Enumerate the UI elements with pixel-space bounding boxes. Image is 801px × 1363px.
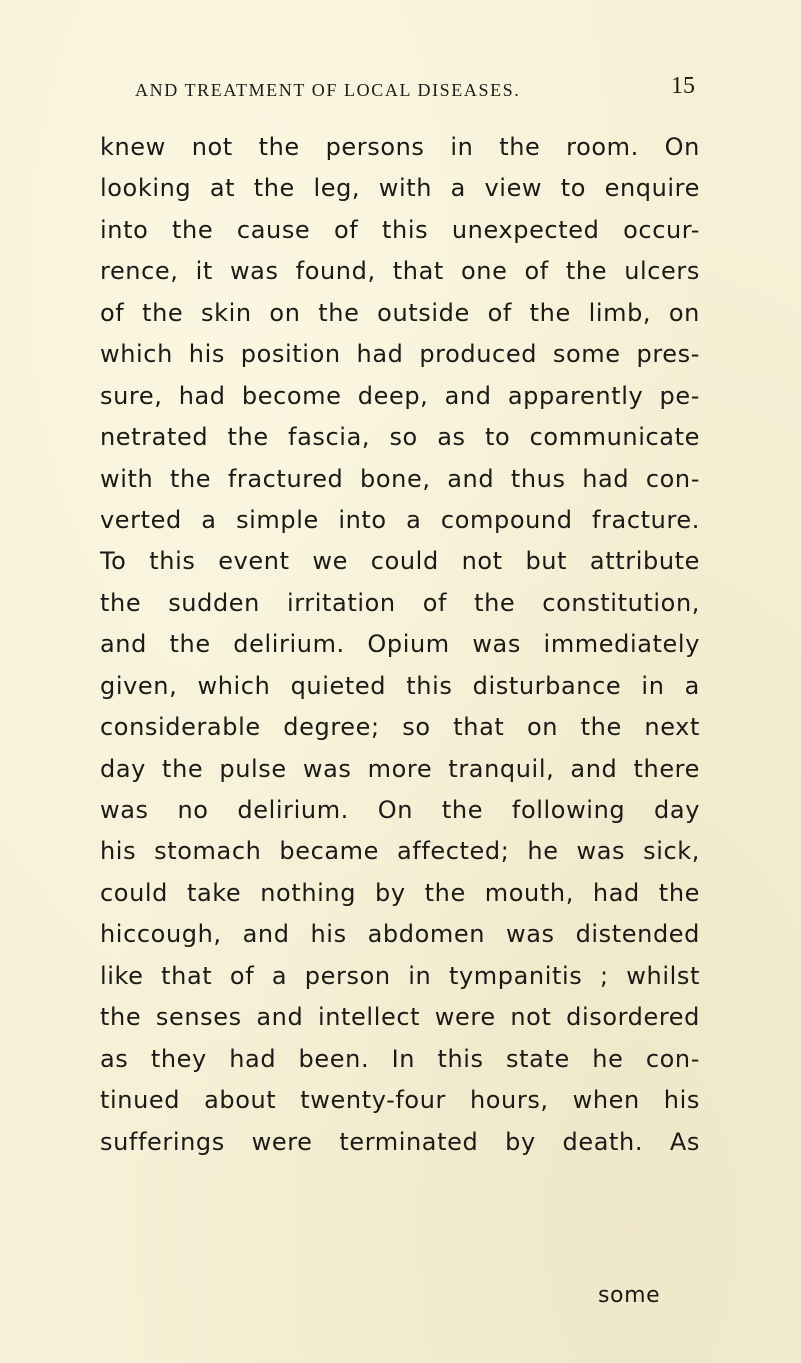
text-line: like that of a person in tympanitis ; whilst <box>100 961 700 990</box>
text-line: sure, had become deep, and apparently pe- <box>100 381 700 410</box>
running-head: AND TREATMENT OF LOCAL DISEASES. <box>135 80 521 100</box>
text-line: into the cause of this unexpected occur- <box>100 215 700 244</box>
text-line: given, which quieted this disturbance in a <box>100 671 700 700</box>
text-line: his stomach became affected; he was sick, <box>100 837 700 866</box>
text-line: as they had been. In this state he con- <box>100 1044 700 1073</box>
page-header <box>135 73 695 110</box>
text-line: knew not the persons in the room. On <box>100 133 700 161</box>
text-line: the senses and intellect were not disordered <box>100 1003 700 1032</box>
text-line: considerable degree; so that on the next <box>100 713 700 742</box>
text-line: and the delirium. Opium was immediately <box>100 630 700 659</box>
text-line: the sudden irritation of the constitution, <box>100 588 700 617</box>
text-line: of the skin on the outside of the limb, on <box>100 298 700 327</box>
text-line: tinued about twenty-four hours, when his <box>100 1086 700 1115</box>
text-line: with the fractured bone, and thus had con- <box>100 464 700 493</box>
text-line: which his position had produced some pres- <box>100 340 700 369</box>
text-line: verted a simple into a compound fracture. <box>100 505 700 534</box>
text-line: day the pulse was more tranquil, and there <box>100 754 700 783</box>
text-line: rence, it was found, that one of the ulcers <box>100 257 700 286</box>
text-line: could take nothing by the mouth, had the <box>100 878 700 907</box>
page-number: 15 <box>671 73 695 99</box>
text-line: hiccough, and his abdomen was distended <box>100 920 700 949</box>
text-line: looking at the leg, with a view to enquire <box>100 174 700 203</box>
text-line: netrated the fascia, so as to communicate <box>100 423 700 452</box>
text-line: To this event we could not but attribute <box>100 547 700 576</box>
body-text <box>100 127 700 1163</box>
text-line: was no delirium. On the following day <box>100 796 700 824</box>
text-line: sufferings were terminated by death. As <box>100 1127 700 1156</box>
catchword: some <box>598 1283 661 1308</box>
